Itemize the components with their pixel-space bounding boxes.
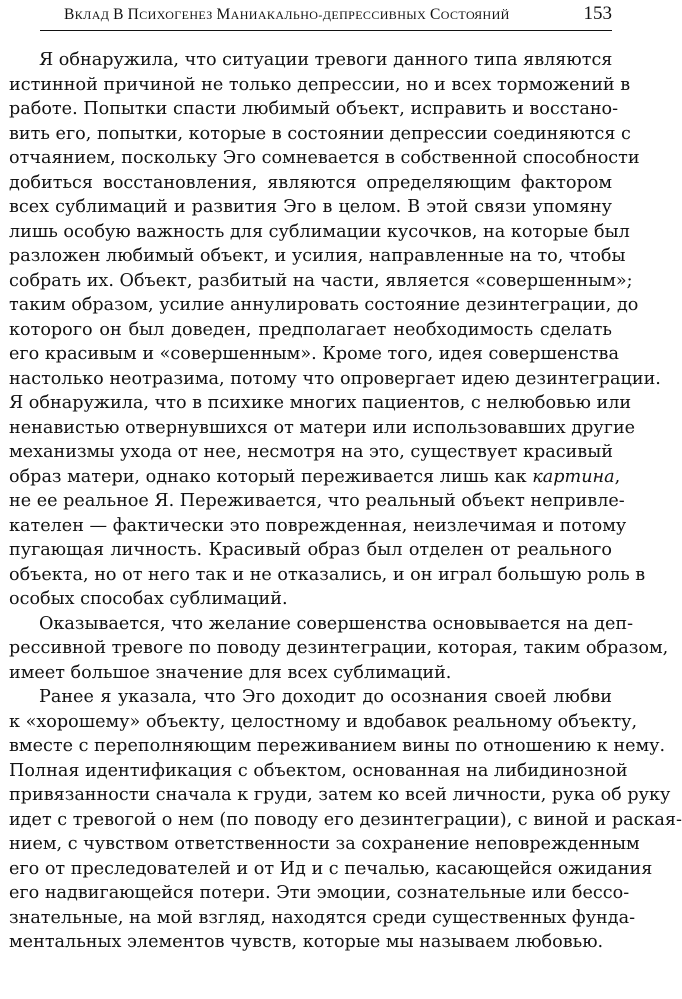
text-line: его красивым и «совершенным». Кроме того, идея совершенства bbox=[9, 344, 619, 364]
text-line: Я обнаружила, что в психике многих пациентов, с нелюбовью или bbox=[9, 393, 632, 413]
text-line: разложен любимый объект, и усилия, направленные на то, чтобы bbox=[9, 246, 626, 266]
page-header bbox=[40, 4, 612, 31]
text-line: к «хорошему» объекту, целостному и вдобавок реальному объекту, bbox=[9, 711, 638, 732]
text-segment: образ матери, однако который переживается лишь как bbox=[9, 466, 527, 487]
text-line: его надвигающейся потери. Эти эмоции, сознательные или бессо- bbox=[9, 883, 630, 903]
text-line: отчаянием, поскольку Эго сомневается в собственной способности bbox=[9, 148, 640, 168]
text-line: привязанности сначала к груди, затем ко всей личности, рука об руку bbox=[9, 785, 671, 805]
text-line: механизмы ухода от нее, несмотря на это, существует красивый bbox=[9, 442, 613, 462]
page-number: 153 bbox=[583, 3, 612, 24]
text-line: рессивной тревоге по поводу дезинтеграции, которая, таким образом, bbox=[9, 638, 669, 658]
text-line: Я обнаружила, что ситуации тревоги данного типа являются bbox=[39, 50, 613, 70]
italic-word: картина bbox=[532, 466, 615, 487]
text-line: пугающая личность. Красивый образ был отделен от реального bbox=[9, 540, 612, 560]
text-line: имеет большое значение для всех сублимаций. bbox=[9, 662, 452, 683]
text-line: всех сублимаций и развития Эго в целом. В этой связи упомяну bbox=[9, 197, 612, 217]
text-line: которого он был доведен, предполагает необходимость сделать bbox=[9, 319, 612, 340]
text-line: знательные, на мой взгляд, находятся среди существенных фунда- bbox=[9, 907, 636, 928]
text-line: нием, с чувством ответственности за сохранение неповрежденным bbox=[9, 834, 640, 854]
text-line: собрать их. Объект, разбитый на части, является «совершенным»; bbox=[9, 270, 633, 291]
text-line: не ее реальное Я. Переживается, что реальный объект непривле- bbox=[9, 491, 625, 511]
text-line: ментальных элементов чувств, которые мы называем любовью. bbox=[9, 932, 604, 952]
text-line: его от преследователей и от Ид и с печалью, касающейся ожидания bbox=[9, 858, 653, 879]
paragraph-2 bbox=[9, 612, 669, 686]
text-line: Оказывается, что желание совершенства основывается на деп- bbox=[39, 613, 634, 634]
text-line: добиться восстановления, являются определяющим фактором bbox=[9, 172, 612, 193]
text-line: таким образом, усилие аннулировать состояние дезинтеграции, до bbox=[9, 295, 639, 315]
text-line: кателен — фактически это поврежденная, неизлечимая и потому bbox=[9, 515, 627, 536]
text-line: Полная идентификация с объектом, основанная на либидинозной bbox=[9, 760, 628, 781]
text-line: истинной причиной не только депрессии, но и всех торможений в bbox=[9, 74, 631, 95]
text-line: ненавистью отвернувшихся от матери или использовавших другие bbox=[9, 417, 636, 438]
text-line: работе. Попытки спасти любимый объект, исправить и восстано- bbox=[9, 99, 619, 119]
text-line-with-italic bbox=[9, 465, 621, 490]
text-segment: , bbox=[614, 466, 621, 487]
paragraph-3 bbox=[9, 685, 682, 955]
text-line: Ранее я указала, что Эго доходит до осознания своей любви bbox=[39, 687, 612, 707]
paragraph-1 bbox=[9, 48, 661, 612]
text-line: объекта, но от него так и не отказались, и он играл большую роль в bbox=[9, 564, 646, 585]
text-line: лишь особую важность для сублимации кусочков, на которые был bbox=[9, 221, 630, 242]
text-line: вместе с переполняющим переживанием вины по отношению к нему. bbox=[9, 736, 666, 756]
text-line: особых способах сублимаций. bbox=[9, 589, 288, 609]
body-text bbox=[9, 48, 682, 955]
text-line: вить его, попытки, которые в состоянии депрессии соединяются с bbox=[9, 123, 631, 144]
text-line: настолько неотразима, потому что опровергает идею дезинтеграции. bbox=[9, 368, 661, 389]
text-line: идет с тревогой о нем (по поводу его дезинтеграции), с виной и раская- bbox=[9, 809, 682, 830]
running-title: ВКЛАД В ПСИХОГЕНЕЗ МАНИАКАЛЬНО-ДЕПРЕССИВНЫХ СОСТОЯНИЙ bbox=[64, 6, 510, 23]
